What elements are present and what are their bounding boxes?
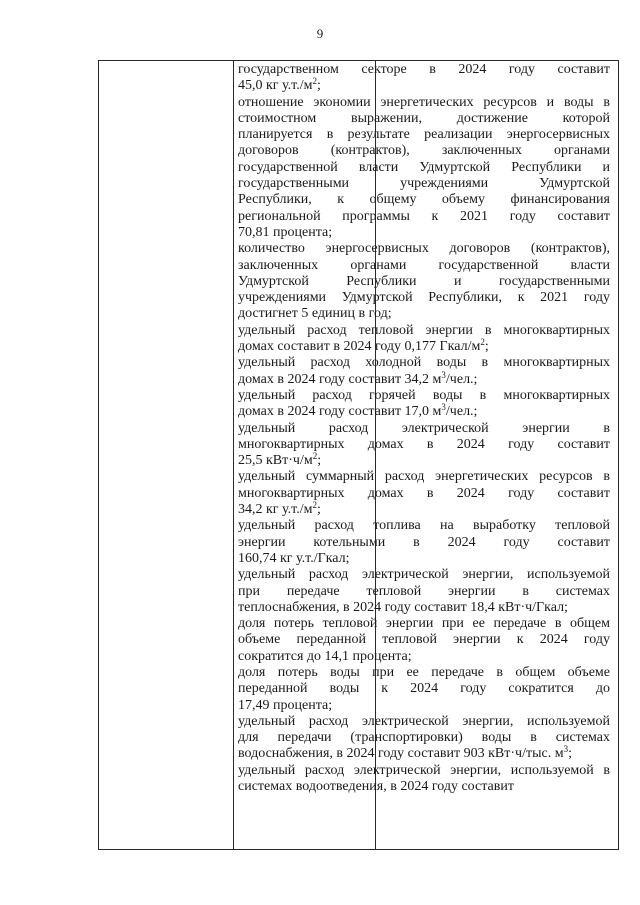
text-line: 45,0 кг $у.т./м^2$; [238,76,321,94]
text-line: переданной воды к 2024 году сократится до [238,681,610,697]
paragraph [238,567,610,616]
text-line: удельный расход электрической энергии, используемой [238,713,610,729]
text-line: 70,81 процента; [238,224,333,240]
text-line: 25,5 $кВт\cdot ч/м^2$; [238,451,322,469]
text-line: многоквартирных домах в 2024 году составит [238,485,610,501]
text-line: доля потерь воды при ее передаче в общем объеме [238,664,610,680]
text-line: удельный расход холодной воды в многоквартирных [238,355,610,371]
text-line: домах в 2024 году составит 17,0 $м^3$/чел.; [238,402,478,420]
text-line: региональной программы к 2021 году составит [238,208,610,224]
text-line: энергии котельными в 2024 году составит [238,534,610,550]
text-line: договоров (контрактов), заключенных органами [238,143,610,159]
text-line: Удмуртской Республики и государственными [238,273,610,289]
paragraph [238,95,610,242]
text-line: 34,2 кг $у.т./м^2$; [238,500,321,518]
text-line: удельный расход тепловой энергии в многоквартирных [238,322,610,338]
text-line: водоснабжения, в 2024 году составит 903 кВт·ч/тыс. $м^3$; [238,744,572,762]
paragraph [238,323,610,356]
text-line: государственными учреждениями Удмуртской [238,176,610,192]
column-divider-1 [233,61,234,849]
paragraph [238,518,610,567]
text-line: государственном секторе в 2024 году составит [238,62,610,77]
text-line: достигнет 5 единиц в год; [238,306,392,322]
text-line: удельный расход горячей воды в многоквартирных [238,387,610,403]
paragraph [238,616,610,665]
text-line: планируется в результате реализации энергосервисных [238,127,610,143]
text-line: Республики, к общему объему финансирования [238,192,610,208]
paragraph [238,355,610,388]
text-line: стоимостном выражении, достижение которой [238,110,610,126]
text-line: удельный расход электрической энергии, используемой [238,567,610,583]
text-line: 160,74 кг у.т./Гкал; [238,550,350,566]
paragraph [238,62,610,95]
text-line: объеме переданной тепловой энергии к 2024 году [238,632,610,648]
paragraph [238,665,610,714]
text-line: удельный суммарный расход энергетических ресурсов в [238,469,610,485]
paragraph [238,421,610,470]
paragraph [238,714,610,763]
text-line: для передачи (транспортировки) воды в системах [238,730,610,746]
text-line: системах водоотведения, в 2024 году составит [238,779,514,795]
text-line: сократится до 14,1 процента; [238,648,412,664]
table-cell-text [238,62,610,848]
text-line: домах в 2024 году составит 34,2 $м^3$/чел.; [238,369,478,387]
text-line: теплоснабжения, в 2024 году составит 18,4 кВт·ч/Гкал; [238,599,568,615]
page-number: 9 [316,26,324,41]
text-line: удельный расход топлива на выработку тепловой [238,518,610,534]
paragraph [238,469,610,518]
text-line: доля потерь тепловой энергии при ее передаче в общем [238,616,610,632]
paragraph [238,388,610,421]
text-line: при передаче тепловой энергии в системах [238,583,610,599]
text-line: удельный расход электрической энергии в [238,420,610,436]
text-line: учреждениями Удмуртской Республики, к 2021 году [238,290,610,306]
text-line: количество энергосервисных договоров (контрактов), [238,241,610,257]
text-line: отношение экономии энергетических ресурсов и воды в [238,94,610,110]
text-line: многоквартирных домах в 2024 году составит [238,436,610,452]
text-line: государственной власти Удмуртской Республики и [238,159,610,175]
text-line: заключенных органами государственной власти [238,257,610,273]
text-line: 17,49 процента; [238,697,333,713]
text-line: домах составит в 2024 году 0,177 Гкал/$м^2$; [238,337,489,355]
text-line: удельный расход электрической энергии, используемой в [238,762,610,778]
paragraph [238,241,610,322]
paragraph [238,763,610,796]
